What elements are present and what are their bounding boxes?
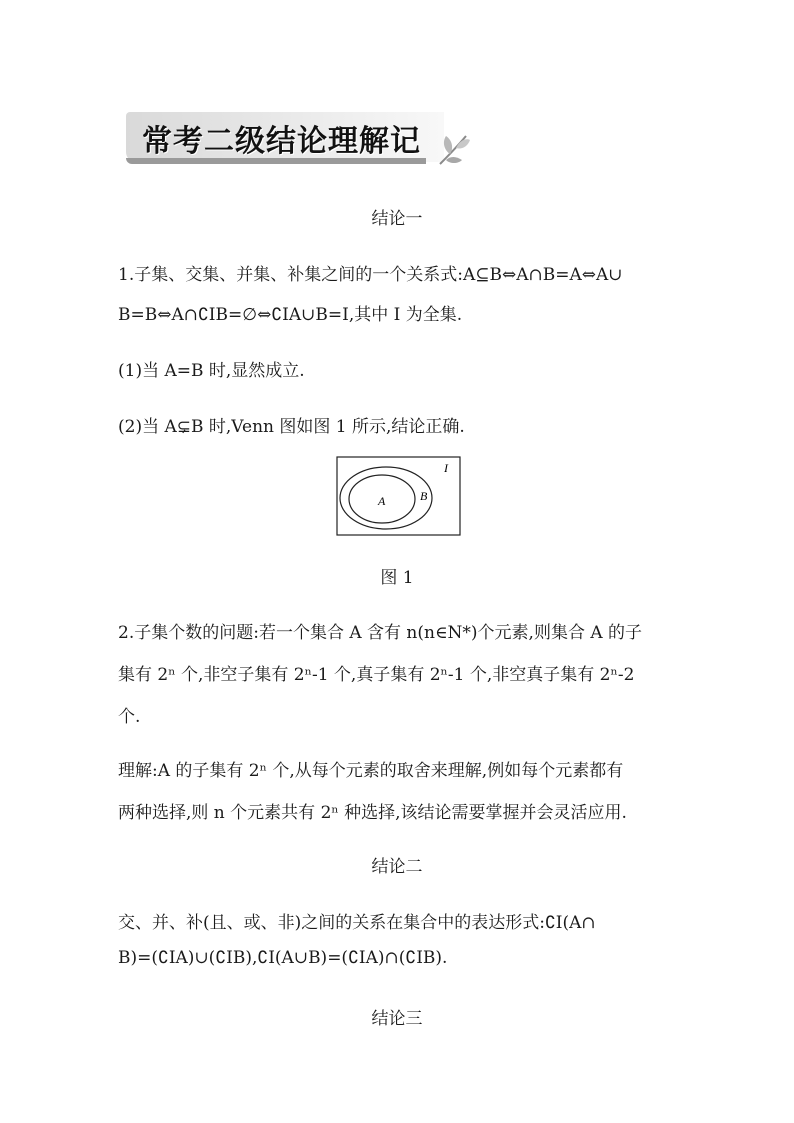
banner-title: 常考二级结论理解记 [142, 124, 421, 159]
section-banner [120, 104, 465, 170]
item1-case1: (1)当 A=B 时,显然成立. [118, 361, 305, 381]
label-B: B [420, 489, 428, 503]
item2-line3: 个. [118, 707, 141, 727]
section-heading-3: 结论三 [371, 1009, 423, 1029]
understanding-line1: 理解:A 的子集有 2ⁿ 个,从每个元素的取舍来理解,例如每个元素都有 [118, 761, 624, 781]
item1-line1: 1.子集、交集、并集、补集之间的一个关系式:A⊆B⇔A∩B=A⇔A∪ [118, 265, 623, 285]
item2-line1: 2.子集个数的问题:若一个集合 A 含有 n(n∈N*)个元素,则集合 A 的子 [118, 623, 643, 643]
understanding-line2: 两种选择,则 n 个元素共有 2ⁿ 种选择,该结论需要掌握并会灵活应用. [118, 803, 627, 823]
item2-line2: 集有 2ⁿ 个,非空子集有 2ⁿ-1 个,真子集有 2ⁿ-1 个,非空真子集有 2ⁿ-2 [118, 665, 635, 685]
universal-set-rect [337, 457, 460, 535]
item3-line2: B)=(∁IA)∪(∁IB),∁I(A∪B)=(∁IA)∩(∁IB). [118, 948, 448, 968]
leaf-icon [436, 130, 472, 168]
venn-diagram [336, 456, 461, 536]
label-I: I [444, 461, 448, 475]
section-heading-1: 结论一 [371, 209, 423, 229]
item1-case2: (2)当 A⊊B 时,Venn 图如图 1 所示,结论正确. [118, 417, 465, 437]
section-heading-2: 结论二 [371, 857, 423, 877]
item1-line2: B=B⇔A∩∁IB=∅⇔∁IA∪B=I,其中 I 为全集. [118, 305, 463, 325]
label-A: A [378, 494, 386, 508]
figure1-caption: 图 1 [380, 568, 414, 588]
item3-line1: 交、并、补(且、或、非)之间的关系在集合中的表达形式:∁I(A∩ [118, 913, 596, 933]
